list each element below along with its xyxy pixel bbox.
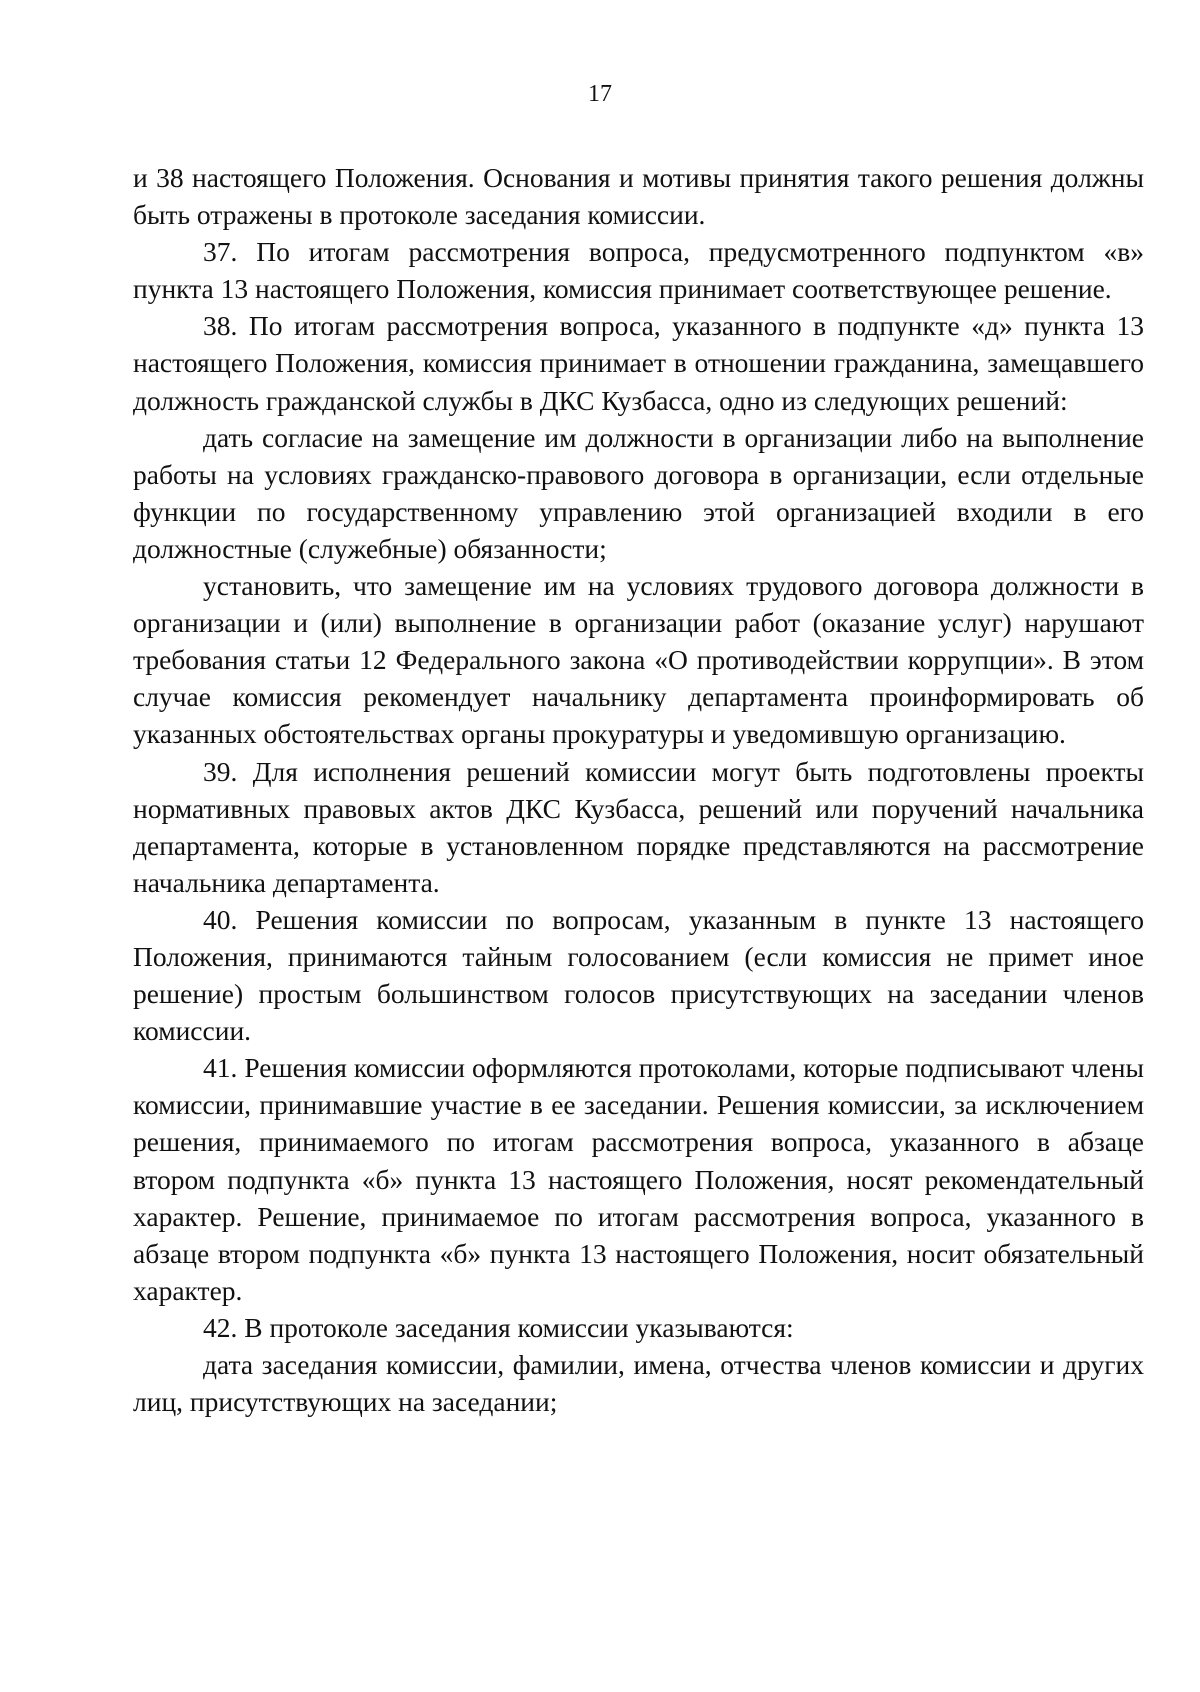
paragraph-39: 39. Для исполнения решений комиссии могут быть подготовлены проекты нормативных правовых актов ДКС Кузбасса, решений или поручений начальника департамента, которые в установленном порядке представляются на рассмотрение начальника департамента. [133,755,1144,898]
document-body [133,159,1144,1420]
paragraph-38: 38. По итогам рассмотрения вопроса, указанного в подпункте «д» пункта 13 настоящего Положения, комиссия принимает в отношении гражданина, замещавшего должность гражданской службы в ДКС Кузбасса, одно из следующих решений: [133,310,1144,416]
paragraph-continuation: и 38 настоящего Положения. Основания и мотивы принятия такого решения должны быть отражены в протоколе заседания комиссии. [133,162,1144,231]
paragraph-42: 42. В протоколе заседания комиссии указываются: [203,1311,794,1343]
paragraph-41: 41. Решения комиссии оформляются протоколами, которые подписывают члены комиссии, принимавшие участие в ее заседании. Решения комиссии, за исключением решения, принимаемого по итогам рассмотрения вопроса, указанного в абзаце втором подпункта «б» пункта 13 настоящего Положения, носят рекомендательный характер. Решение, принимаемое по итогам рассмотрения вопроса, указанного в абзаце втором подпункта «б» пункта 13 настоящего Положения, носит обязательный характер. [133,1052,1144,1306]
paragraph-38-option-violation: установить, что замещение им на условиях трудового договора должности в организации и (или) выполнение в организации работ (оказание услуг) нарушают требования статьи 12 Федерального закона «О противодействии коррупции». В этом случае комиссия рекомендует начальнику департамента проинформировать об указанных обстоятельствах органы прокуратуры и уведомившую организацию. [133,570,1144,750]
page-number: 17 [588,81,612,107]
paragraph-42-item-date: дата заседания комиссии, фамилии, имена, отчества членов комиссии и других лиц, присутствующих на заседании; [133,1349,1144,1418]
paragraph-38-option-consent: дать согласие на замещение им должности в организации либо на выполнение работы на условиях гражданско-правового договора в организации, если отдельные функции по государственному управлению этой организацией входили в его должностные (служебные) обязанности; [133,421,1144,564]
paragraph-40: 40. Решения комиссии по вопросам, указанным в пункте 13 настоящего Положения, принимаются тайным голосованием (если комиссия не примет иное решение) простым большинством голосов присутствующих на заседании членов комиссии. [133,903,1144,1047]
paragraph-37: 37. По итогам рассмотрения вопроса, предусмотренного подпунктом «в» пункта 13 настоящего Положения, комиссия принимает соответствующее решение. [133,236,1144,305]
